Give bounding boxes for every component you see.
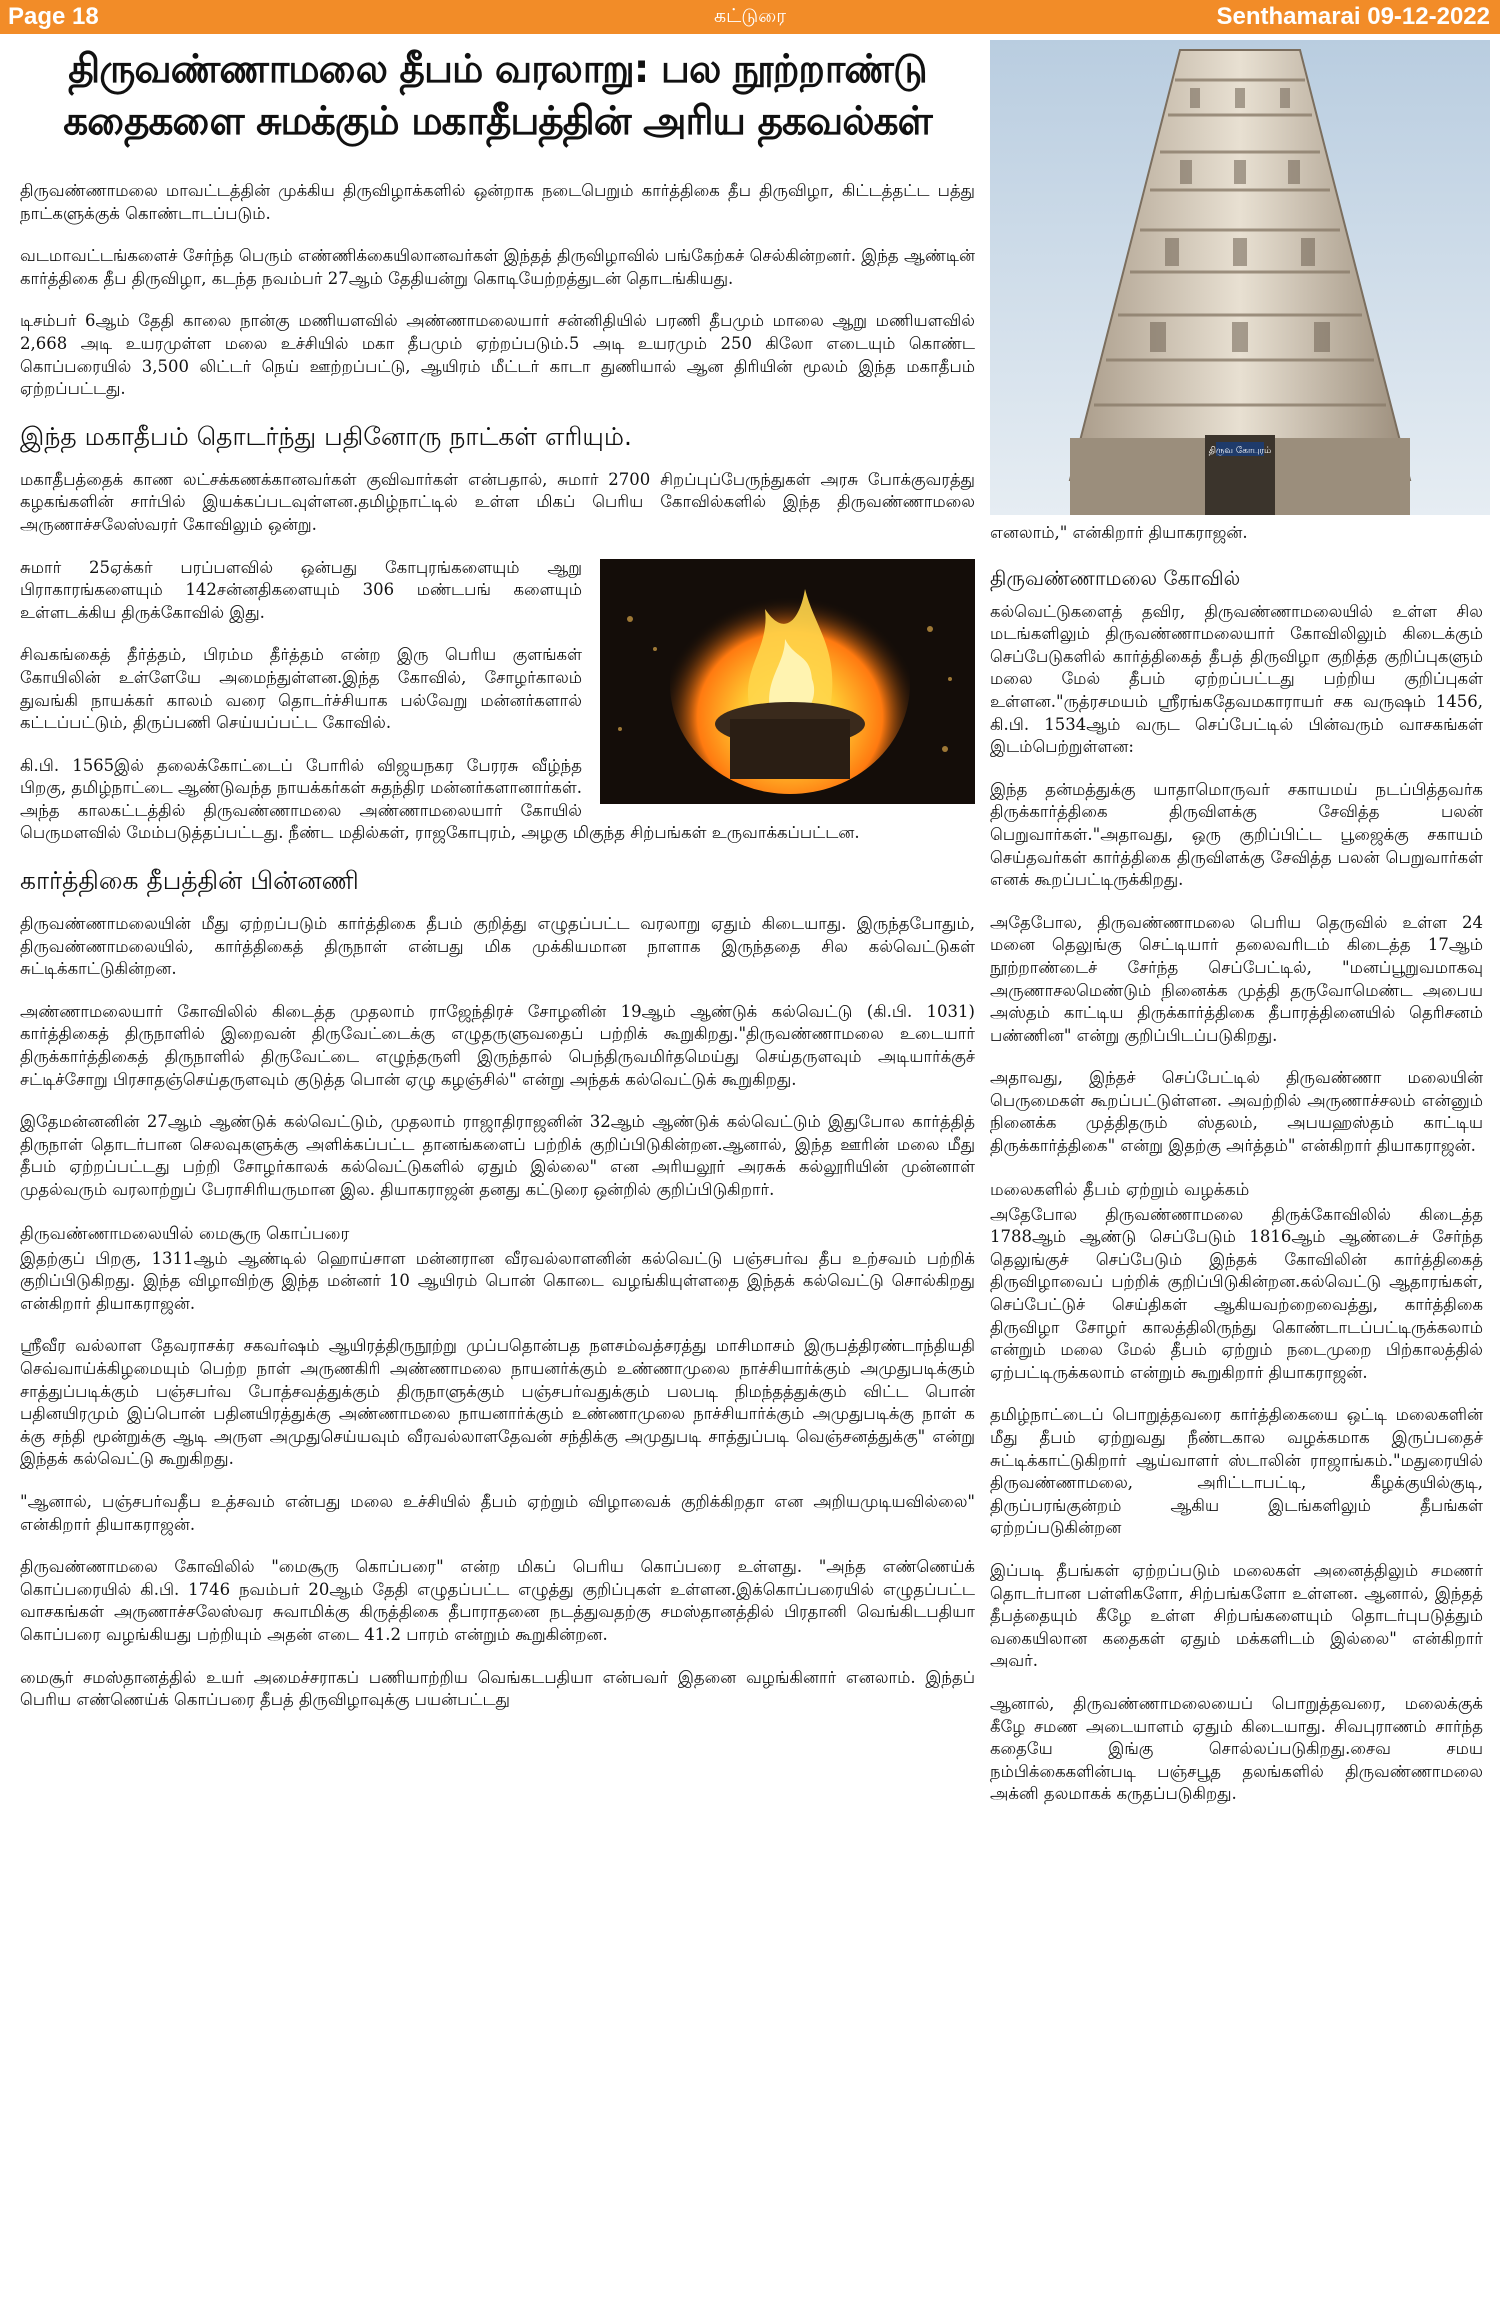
right-paragraph-0: எனலாம்," என்கிறார் தியாகராஜன். [990,523,1248,542]
left-paragraph-2: வடமாவட்டங்களைச் சேர்ந்த பெரும் எண்ணிக்கையிலானவர்கள் இந்தத் திருவிழாவில் பங்கேற்கச் செல்கின்றனர். இந்த ஆண்டின் கார்த்திகை தீப திருவிழா, கடந்த நவம்பர் 27ஆம் தேதியன்று கொடியேற்றத்துடன் தொடங்கியது. [20,246,975,288]
left-paragraph-15: மைசூர் சமஸ்தானத்தில் உயர் அமைச்சராகப் பணியாற்றிய வெங்கடபதியா என்பவர் இதனை வழங்கினார் எனலாம். இந்தப் பெரிய எண்ணெய்க் கொப்பரை தீபத் திருவிழாவுக்கு பயன்பட்டது [20,1667,975,1710]
right-paragraph-6: தமிழ்நாட்டைப் பொறுத்தவரை கார்த்திகையை ஒட்டி மலைகளின் மீது தீபம் ஏற்றுவது நீண்டகால வழக்கமாக இருப்பதைச் சுட்டிக்காட்டுகிறார் ஆய்வாளர் ஸ்டாலின் ராஜாங்கம்."மதுரையில் திருவண்ணாமலை, அரிட்டாபட்டி, கீழக்குயில்குடி, திருப்பரங்குன்றம் ஆகிய இடங்களிலும் தீபங்கள் ஏற்றப்படுகின்றன [990,1405,1483,1538]
page-number: Page 18 [8,3,99,30]
right-paragraph-4: அதாவது, இந்தச் செப்பேட்டில் திருவண்ணா மலையின் பெருமைகள் கூறப்பட்டுள்ளன. அவற்றில் அருணாச்சலம் என்னும் நினைக்க முத்திதரும் ஸ்தலம், அபயஹஸ்தம் காட்டிய திருக்கார்த்திகை" என்று இதற்கு அர்த்தம்" என்கிறார் தியாகராஜன். [990,1068,1483,1156]
temple-gopuram-photo [990,40,1490,515]
temple-gopuram-illustration [990,40,1490,515]
right-paragraph-7: இப்படி தீபங்கள் ஏற்றப்படும் மலைகள் அனைத்திலும் சமணர் தொடர்பான பள்ளிகளோ, சிற்பங்களோ உள்ளன. ஆனால், இந்தத் தீபத்தையும் கீழே உள்ள சிற்பங்களையும் தொடர்புபடுத்தும் வகையிலான கதைகள் ஏதும் மக்களிடம் இல்லை" என்கிறார் அவர். [990,1560,1483,1671]
temple-sign-text: திருவ கோபுரம் [1208,446,1272,456]
left-paragraph-9: அண்ணாமலையார் கோவிலில் கிடைத்த முதலாம் ராஜேந்திரச் சோழனின் 19ஆம் ஆண்டுக் கல்வெட்டு (கி.பி. 1031) கார்த்திகைத் திருநாளில் இறைவன் திருவேட்டைக்கு எழுதருளுவதைப் பற்றிக் கூறுகிறது."திருவண்ணாமலை உடையார் திருக்கார்த்திகைத் திருநாளில் திருவேட்டை எழுந்தருளி இருந்தால் பெந்திருவமிர்தமெய்து செய்தருளவும் அடியார்க்குச் சட்டிச்சோறு பிரசாதஞ்செய்தருளவும் குடுத்த பொன் ஏழு கழஞ்சில்" என்று அந்தக் கல்வெட்டுக் கூறுகிறது. [20,1001,975,1089]
left-paragraph-6: சிவகங்கைத் தீர்த்தம், பிரம்ம தீர்த்தம் என்ற இரு பெரிய குளங்கள் கோயிலின் உள்ளேயே அமைந்துள்ளன.இந்த கோவில், சோழர்காலம் துவங்கி நாயக்கர் காலம் வரை தொடர்ச்சியாக பல்வேறு மன்னர்களால் கட்டப்பட்டும், திருப்பணி செய்யப்பட்ட கோவில். [20,645,582,733]
headline-line-2: கதைகளை சுமக்கும் மகாதீபத்தின் அரிய தகவல்கள் [63,99,932,144]
subheading-deepam-background: கார்த்திகை தீபத்தின் பின்னணி [20,866,359,896]
article-left-column [20,180,975,1732]
page-header-bar [0,0,1500,34]
right-paragraph-5: அதேபோல திருவண்ணாமலை திருக்கோவிலில் கிடைத்த 1788ஆம் ஆண்டு செப்பேடும் 1816ஆம் ஆண்டைச் சேர்ந்த தெலுங்குச் செப்பேடும் இந்தக் கோவிலின் கார்த்திகைத் திருவிழாவைப் பற்றிக் குறிப்பிடுகின்றன.கல்வெட்டு ஆதாரங்கள், செப்பேட்டுச் செய்திகள் ஆகியவற்றைவைத்து, கார்த்திகை திருவிழா சோழர் காலத்திலிருந்து கொண்டாடப்பட்டிருக்கலாம் என்றும் மலை மேல் தீபம் ஏற்றும் நடைமுறை பிற்காலத்தில் ஏற்பட்டிருக்கலாம் என்றும் கூறுகிறார் தியாகராஜன். [990,1204,1483,1382]
article-headline [20,44,975,148]
left-paragraph-13: "ஆனால், பஞ்சபர்வதீப உத்சவம் என்பது மலை உச்சியில் தீபம் ஏற்றும் விழாவைக் குறிக்கிறதா என அறியமுடியவில்லை" என்கிறார் தியாகராஜன். [20,1491,975,1534]
left-paragraph-5: சுமார் 25ஏக்கர் பரப்பளவில் ஒன்பது கோபுரங்களையும் ஆறு பிராகாரங்களையும் 142சன்னதிகளையும் 306 மண்டபங் களையும் உள்ளடக்கிய திருக்கோவில் இது. [20,557,582,622]
left-paragraph-7: கி.பி. 1565இல் தலைக்கோட்டைப் போரில் விஜயநகர பேரரசு வீழ்ந்த பிறகு, தமிழ்நாட்டை ஆண்டுவந்த நாயக்கர்கள் சுதந்திர மன்னர்களானார்கள். அந்த காலகட்டத்தில் திருவண்ணாமலை அண்ணாமலையார் கோயில் பெருமளவில் மேம்படுத்தப்பட்டது. நீண்ட மதில்கள், ராஜகோபுரம், அழகு மிகுந்த சிற்பங்கள் உருவாக்கப்பட்டன. [20,755,860,843]
right-paragraph-2: இந்த தன்மத்துக்கு யாதாமொருவர் சகாயமய் நடப்பித்தவர்க திருக்கார்த்திகை திருவிளக்கு சேவித்த பலன் பெறுவார்கள்."அதாவது, ஒரு குறிப்பிட்ட பூஜைக்கு சகாயம் செய்தவர்கள் கார்த்திகை திருவிளக்கு சேவித்த பலன் பெறுவார்கள் எனக் கூறப்பட்டிருக்கிறது. [990,779,1483,890]
section-label: கட்டுரை [713,5,787,27]
left-paragraph-8: திருவண்ணாமலையின் மீது ஏற்றப்படும் கார்த்திகை தீபம் குறித்து எழுதப்பட்ட வரலாறு ஏதும் கிடையாது. இருந்தபோதும், திருவண்ணாமலையில், கார்த்திகைத் திருநாள் என்பது மிக முக்கியமான நாளாக இருந்ததை சில கல்வெட்டுகள் சுட்டிக்காட்டுகின்றன. [20,914,975,979]
left-paragraph-14: திருவண்ணாமலை கோவிலில் "மைசூரு கொப்பரை" என்ற மிகப் பெரிய கொப்பரை உள்ளது. "அந்த எண்ணெய்க் கொப்பரையில் கி.பி. 1746 நவம்பர் 20ஆம் தேதி எழுதப்பட்ட எழுத்து குறிப்புகள் உள்ளன.இக்கொப்பரையில் எழுதப்பட்ட வாசகங்கள் அருணாச்சலேஸ்வர சுவாமிக்கு கிருத்திகை தீபாராதனை நடத்துவதற்கு சமஸ்தானத்தில் பிரதானி வெங்கிடபதியா கொப்பரை வழங்கியது பற்றியும் அதன் எடை 41.2 பாரம் என்றும் கூறுகின்றன. [20,1557,975,1644]
right-paragraph-3: அதேபோல, திருவண்ணாமலை பெரிய தெருவில் உள்ள 24 மனை தெலுங்கு செட்டியார் தலைவரிடம் கிடைத்த 17ஆம் நூற்றாண்டைச் சேர்ந்த செப்பேட்டில், "மனப்பூறுவமாகவு அருணாசலமெண்டும் நினைக்க முத்தி தருவோமெண்ட அபைய அஸ்தம் காட்டிய திருக்கார்த்திகை தீபாரத்தினையில் தெரிசனம் பண்ணின" என்று குறிப்பிடப்படுகிறது. [990,912,1483,1045]
left-paragraph-12: ஸ்ரீவீர வல்லாள தேவராசக்ர சகவர்ஷம் ஆயிரத்திருநூற்று முப்பதொன்பத நளசம்வத்சரத்து மாசிமாசம் இருபத்திரண்டாந்தியதி செவ்வாய்க்கிழமையும் பெற்ற நாள் அருணகிரி அண்ணாமலை நாயனர்க்கும் உண்ணாமுலை நாச்சியார்க்கும் அமுதுபடிக்கும் சாத்துப்படிக்கும் பஞ்சபர்வ போத்சவத்துக்கும் திருநாளுக்கும் பஞ்சபர்வதுக்கும் பலபடி நிமந்தத்துக்கும் விட்ட பொன் பதினயிரமும் இப்பொன் பதினயிரத்துக்கு அண்ணாமலை நாயனார்க்கும் உண்ணாமுலை நாச்சியார்க்கும் அமுதுபடிக்கு நாள் க க்கு சந்தி மூன்றுக்கு ஆடி அருள அமுதுசெய்யவும் வீரவல்லாளதேவன் சந்திக்கு அமுதுபடி சாத்துப்படி வெஞ்சனத்துக்கு" என்று இந்தக் கல்வெட்டு கூறுகிறது. [20,1336,975,1469]
left-paragraph-3: டிசம்பர் 6ஆம் தேதி காலை நான்கு மணியளவில் அண்ணாமலையார் சன்னிதியில் பரணி தீபமும் மாலை ஆறு மணியளவில் 2,668 அடி உயரமுள்ள மலை உச்சியில் மகா தீபமும் ஏற்றப்படும்.5 அடி உயரமும் 250 கிலோ எடையும் கொண்ட கொப்பரையில் 3,500 லிட்டர் நெய் ஊற்றப்பட்டு, ஆயிரம் மீட்டர் காடா துணியால் ஆன திரியின் மூலம் இந்த மகாதீபம் ஏற்றப்பட்டது. [20,311,975,399]
right-paragraph-8: ஆனால், திருவண்ணாமலையைப் பொறுத்தவரை, மலைக்குக் கீழே சமண அடையாளம் ஏதும் கிடையாது. சிவபுராணம் சார்ந்த கதையே இங்கு சொல்லப்படுகிறது.சைவ சமய நம்பிக்கைகளின்படி பஞ்சபூத தலங்களில் திருவண்ணாமலை அக்னி தலமாகக் கருதப்படுகிறது. [990,1693,1483,1804]
maha-deepam-fire-photo [600,559,975,804]
article-right-column [990,522,1483,1826]
left-paragraph-11: இதற்குப் பிறகு, 1311ஆம் ஆண்டில் ஹொய்சாள மன்னரான வீரவல்லாளனின் கல்வெட்டு பஞ்சபர்வ தீப உற்சவம் பற்றிக் குறிப்பிடுகிறது. இந்த விழாவிற்கு இந்த மன்னர் 10 ஆயிரம் பொன் கொடை வழங்கியுள்ளதை இந்தக் கல்வெட்டு சொல்கிறது என்கிறார் தியாகராஜன். [20,1248,975,1313]
subheading-mysore-koppara: திருவண்ணாமலையில் மைசூரு கொப்பரை [20,1223,350,1244]
left-paragraph-10: இதேமன்னனின் 27ஆம் ஆண்டுக் கல்வெட்டும், முதலாம் ராஜாதிராஜனின் 32ஆம் ஆண்டுக் கல்வெட்டும் இதுபோல கார்த்தித் திருநாள் தொடர்பான செலவுகளுக்கு அளிக்கப்பட்ட தானங்களைப் பற்றிக் குறிப்பிடுகின்றன.ஆனால், இந்த ஊரின் மலை மீது தீபம் ஏற்றப்பட்டது பற்றி சோழர்காலக் கல்வெட்டுகளில் ஏதும் இல்லை" என அரியலூர் அரசுக் கல்லூரியின் முன்னாள் முதல்வரும் வரலாற்றுப் பேராசிரியருமான இல. தியாகராஜன் தனது கட்டுரை ஒன்றில் குறிப்பிடுகிறார். [20,1112,975,1199]
right-paragraph-1: கல்வெட்டுகளைத் தவிர, திருவண்ணாமலையில் உள்ள சில மடங்களிலும் திருவண்ணாமலையார் கோவிலிலும் கிடைக்கும் செப்பேடுகளில் கார்த்திகைத் தீபத் திருவிழா குறித்த குறிப்புகளும் மலை மேல் தீபம் ஏற்றப்பட்டது பற்றிய குறிப்புகள் உள்ளன."ருத்ரசமயம் ஸ்ரீரங்கதேவமகாராயர் சக வருஷம் 1456, கி.பி. 1534ஆம் வருட செப்பேட்டில் பின்வரும் வாசகங்கள் இடம்பெற்றுள்ளன: [990,601,1483,757]
headline-line-1: திருவண்ணாமலை தீபம் வரலாறு: பல நூற்றாண்டு [68,47,927,92]
subheading-hill-lamps: மலைகளில் தீபம் ஏற்றும் வழக்கம் [990,1179,1250,1200]
fire-illustration [600,559,975,804]
masthead-date: Senthamarai 09-12-2022 [1216,3,1490,30]
left-paragraph-4: மகாதீபத்தைக் காண லட்சக்கணக்கானவர்கள் குவிவார்கள் என்பதால், சுமார் 2700 சிறப்புப்பேருந்துகள் அரசு போக்குவரத்து கழகங்களின் சார்பில் இயக்கப்படவுள்ளன.தமிழ்நாட்டில் உள்ள மிகப் பெரிய கோவில்களில் இந்த திருவண்ணாமலை அருணாச்சலேஸ்வரர் கோவிலும் ஒன்று. [20,469,975,534]
subheading-temple: திருவண்ணாமலை கோவில் [990,565,1241,590]
subheading-eleven-days: இந்த மகாதீபம் தொடர்ந்து பதினோரு நாட்கள் எரியும். [20,421,632,451]
left-paragraph-1: திருவண்ணாமலை மாவட்டத்தின் முக்கிய திருவிழாக்களில் ஒன்றாக நடைபெறும் கார்த்திகை தீப திருவிழா, கிட்டத்தட்ட பத்து நாட்களுக்குக் கொண்டாடப்படும். [20,181,975,223]
